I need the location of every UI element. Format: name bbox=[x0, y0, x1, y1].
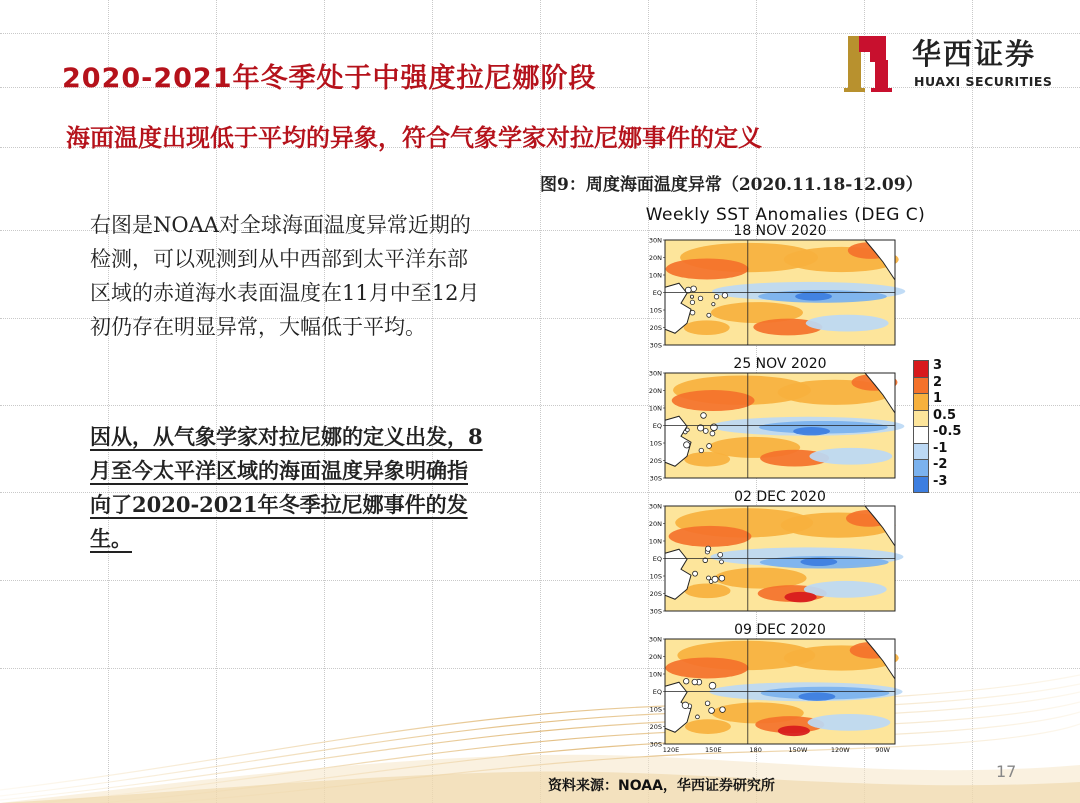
lat-label: EQ bbox=[652, 289, 662, 297]
island bbox=[720, 560, 724, 564]
lon-label: 150W bbox=[788, 746, 808, 754]
island bbox=[720, 707, 726, 713]
anomaly-region bbox=[808, 714, 891, 731]
island bbox=[711, 424, 718, 431]
island bbox=[699, 448, 703, 452]
island bbox=[712, 576, 718, 582]
lat-label: 30N bbox=[648, 236, 662, 245]
island bbox=[709, 682, 716, 689]
page-title: 2020-2021年冬季处于中强度拉尼娜阶段 bbox=[62, 63, 597, 94]
sst-panel bbox=[649, 489, 904, 616]
colorbar-swatch bbox=[913, 377, 929, 395]
colorbar-label: 3 bbox=[933, 358, 943, 373]
colorbar-label: 0.5 bbox=[933, 407, 957, 423]
colorbar-label: -2 bbox=[933, 457, 948, 472]
lon-label: 150E bbox=[705, 746, 722, 754]
panel-date: 09 DEC 2020 bbox=[734, 622, 826, 638]
island bbox=[714, 294, 719, 299]
lat-label: 10N bbox=[648, 670, 662, 679]
island bbox=[698, 296, 703, 301]
island bbox=[693, 571, 698, 576]
anomaly-region bbox=[778, 726, 810, 737]
lat-label: 30N bbox=[648, 502, 662, 511]
lat-label: EQ bbox=[652, 422, 662, 430]
island bbox=[701, 413, 707, 419]
huaxi-logo-mark bbox=[842, 30, 900, 94]
body-paragraph-1: 右图是NOAA对全球海面温度异常近期的检测，可以观测到从中西部到太平洋东部区域的赤道海水表面温度在11月中至12月初仍存在明显异常，大幅低于平均。 bbox=[90, 213, 480, 339]
sst-panel bbox=[649, 223, 905, 350]
sst-panel bbox=[649, 356, 905, 483]
colorbar-label: -3 bbox=[933, 473, 948, 489]
island bbox=[710, 431, 715, 436]
island bbox=[719, 575, 725, 581]
island bbox=[707, 313, 711, 317]
lon-label: 120E bbox=[662, 746, 680, 754]
island bbox=[712, 302, 715, 305]
island bbox=[684, 679, 689, 684]
island bbox=[706, 546, 711, 551]
anomaly-region bbox=[795, 292, 832, 300]
island bbox=[709, 708, 715, 714]
page-subtitle: 海面温度出现低于平均的异象，符合气象学家对拉尼娜事件的定义 bbox=[66, 123, 762, 152]
lat-label: 20N bbox=[648, 653, 662, 661]
anomaly-region bbox=[669, 526, 752, 547]
lat-label: 30S bbox=[649, 474, 662, 483]
lat-label: 10N bbox=[648, 537, 662, 546]
colorbar-swatch bbox=[913, 443, 929, 461]
anomaly-region bbox=[799, 692, 836, 700]
colorbar-legend bbox=[913, 358, 973, 508]
lat-label: 30S bbox=[649, 607, 662, 616]
colorbar-swatch bbox=[913, 476, 929, 494]
island bbox=[684, 442, 690, 448]
lon-label: 120W bbox=[830, 746, 850, 754]
island bbox=[692, 679, 698, 685]
colorbar-label: -1 bbox=[933, 440, 948, 456]
panel-date: 25 NOV 2020 bbox=[733, 356, 827, 372]
island bbox=[703, 428, 708, 433]
lat-label: 10S bbox=[649, 572, 662, 581]
lon-label: 90W bbox=[875, 746, 890, 754]
lat-label: 20S bbox=[649, 324, 662, 332]
island bbox=[722, 293, 728, 299]
colorbar-label: -0.5 bbox=[933, 424, 962, 439]
anomaly-region bbox=[672, 390, 755, 411]
panel-date: 02 DEC 2020 bbox=[734, 489, 826, 505]
panel-date: 18 NOV 2020 bbox=[733, 223, 827, 239]
lat-label: 10N bbox=[648, 404, 662, 413]
anomaly-region bbox=[806, 315, 889, 332]
island bbox=[705, 701, 710, 706]
body-paragraph-2 bbox=[90, 420, 485, 556]
lat-label: 20S bbox=[649, 457, 662, 465]
lat-label: 20N bbox=[648, 254, 662, 262]
colorbar-swatch bbox=[913, 410, 929, 428]
lat-label: 20S bbox=[649, 723, 662, 731]
lat-label: 20S bbox=[649, 590, 662, 598]
colorbar-label: 2 bbox=[933, 374, 943, 390]
anomaly-region bbox=[666, 258, 749, 279]
island bbox=[718, 552, 723, 557]
island bbox=[690, 300, 694, 304]
lat-label: 30S bbox=[649, 341, 662, 350]
island bbox=[690, 310, 695, 315]
lat-label: 20N bbox=[648, 387, 662, 395]
anomaly-region bbox=[684, 452, 730, 467]
island bbox=[696, 715, 700, 719]
lat-label: 10N bbox=[648, 271, 662, 280]
logo-chinese-name: 华西证券 bbox=[912, 37, 1037, 71]
source-note: 资料来源：NOAA，华西证券研究所 bbox=[548, 778, 775, 794]
sst-panel bbox=[649, 622, 903, 754]
lat-label: 30N bbox=[648, 369, 662, 378]
logo-english-name: HUAXI SECURITIES bbox=[914, 74, 1053, 89]
colorbar-swatch bbox=[913, 459, 929, 477]
huaxi-logo bbox=[842, 30, 1056, 94]
lat-label: EQ bbox=[652, 555, 662, 563]
anomaly-region bbox=[804, 581, 887, 598]
lat-label: 30N bbox=[648, 635, 662, 644]
lat-label: EQ bbox=[652, 688, 662, 696]
figure-chart-title: Weekly SST Anomalies (DEG C) bbox=[645, 205, 926, 225]
lat-label: 30S bbox=[649, 740, 662, 749]
island bbox=[707, 576, 711, 580]
anomaly-region bbox=[784, 592, 816, 603]
colorbar-label: 1 bbox=[933, 391, 943, 406]
lat-label: 20N bbox=[648, 520, 662, 528]
body-paragraph-2-text: 因从，从气象学家对拉尼娜的定义出发，8月至今太平洋区域的海面温度异象明确指向了2020-2021年冬季拉尼娜事件的发生。 bbox=[90, 424, 483, 551]
anomaly-region bbox=[685, 583, 731, 598]
figure-caption: 图9：周度海面温度异常（2020.11.18-12.09） bbox=[540, 175, 923, 195]
island bbox=[707, 444, 712, 449]
page-number: 17 bbox=[996, 762, 1017, 781]
colorbar-swatch bbox=[913, 426, 929, 444]
lat-label: 10S bbox=[649, 705, 662, 714]
island bbox=[682, 702, 689, 709]
anomaly-region bbox=[793, 427, 830, 435]
lat-label: 10S bbox=[649, 306, 662, 315]
anomaly-region bbox=[666, 657, 749, 678]
anomaly-region bbox=[809, 448, 892, 465]
island bbox=[686, 428, 690, 432]
lon-label: 180 bbox=[749, 746, 762, 754]
anomaly-region bbox=[684, 320, 730, 335]
lat-label: 10S bbox=[649, 439, 662, 448]
island bbox=[690, 295, 693, 298]
anomaly-region bbox=[685, 719, 731, 734]
island bbox=[691, 286, 697, 292]
colorbar-swatch bbox=[913, 360, 929, 378]
colorbar-swatch bbox=[913, 393, 929, 411]
